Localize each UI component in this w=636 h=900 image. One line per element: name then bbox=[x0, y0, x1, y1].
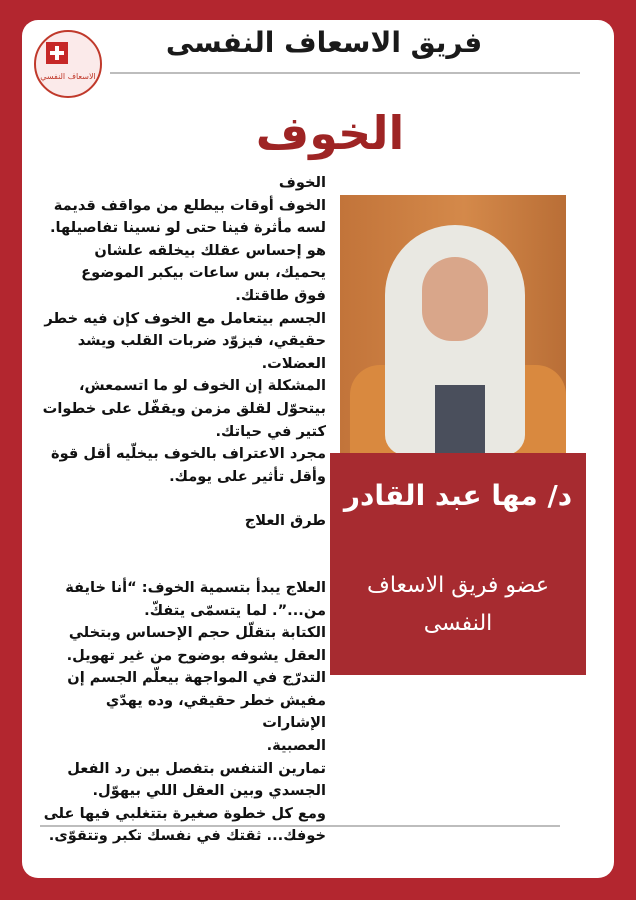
team-logo bbox=[34, 30, 102, 98]
author-name: د/ مها عبد القادر bbox=[343, 479, 573, 512]
article-line: العقل يشوفه بوضوح من غير تهويل. bbox=[66, 646, 326, 664]
article-line: الخوف أوقات بيطلع من مواقف قديمة bbox=[53, 196, 326, 214]
article-line: مجرد الاعتراف بالخوف بيخلّيه أقل قوة bbox=[50, 445, 326, 463]
article-line: لسه مأثرة فينا حتى لو نسينا تفاصيلها. bbox=[49, 219, 326, 237]
article-line: من...”. لما يتسمّى يتفكّ. bbox=[144, 601, 326, 619]
footer-divider bbox=[40, 825, 560, 827]
article-line: بيتحوّل لقلق مزمن ويقفّل على خطوات bbox=[42, 399, 326, 417]
section2-heading: طرق العلاج bbox=[244, 512, 326, 530]
author-name-box bbox=[330, 453, 586, 675]
article-line: فوق طاقتك. bbox=[235, 286, 326, 304]
article-line: تمارين التنفس بتفصل بين رد الفعل bbox=[67, 759, 326, 777]
article-line: خوفك... ثقتك في نفسك تكبر وتتقوّى. bbox=[48, 827, 326, 845]
author-photo bbox=[340, 195, 566, 453]
main-title: الخوف bbox=[255, 106, 405, 160]
section1-heading: الخوف bbox=[278, 174, 326, 191]
article-line: التدرّج في المواجهة بيعلّم الجسم إن bbox=[67, 669, 326, 687]
logo-text: الاسعاف النفسي bbox=[40, 72, 96, 81]
article-body bbox=[40, 172, 326, 848]
medical-cross-icon bbox=[46, 42, 68, 64]
article-line: المشكلة إن الخوف لو ما اتسمعش، bbox=[78, 377, 326, 395]
photo-face bbox=[422, 257, 488, 341]
photo-shirt bbox=[435, 385, 485, 453]
article-line: الجسدي وبين العقل اللي بيهوّل. bbox=[92, 782, 326, 800]
paragraph-gap bbox=[40, 488, 326, 510]
author-role-line: النفسى bbox=[423, 611, 493, 636]
article-line: العلاج يبدأ بتسمية الخوف: “أنا خايفة bbox=[65, 578, 326, 596]
article-line: كتير في حياتك. bbox=[215, 422, 326, 440]
article-line: مفيش خطر حقيقي، وده يهدّي الإشارات bbox=[105, 691, 326, 732]
article-line: يحميك، بس ساعات بيكبر الموضوع bbox=[81, 264, 326, 282]
paragraph-gap bbox=[40, 533, 326, 555]
article-line: حقيقي، فيزوّد ضربات القلب ويشد bbox=[77, 332, 326, 350]
article-line: وأقل تأثير على يومك. bbox=[169, 467, 326, 485]
article-line: العضلات. bbox=[261, 354, 326, 372]
header-divider bbox=[110, 72, 580, 74]
article-line: الجسم بيتعامل مع الخوف كإن فيه خطر bbox=[44, 309, 326, 327]
paragraph-gap bbox=[40, 555, 326, 577]
article-line: الكتابة بتقلّل حجم الإحساس وبتخلي bbox=[68, 624, 326, 642]
article-line: العصبية. bbox=[266, 737, 326, 755]
header-title: فريق الاسعاف النفسى bbox=[165, 26, 483, 59]
article-line: ومع كل خطوة صغيرة بتتغلبي فيها على bbox=[43, 804, 326, 822]
author-role bbox=[330, 567, 586, 643]
article-line: هو إحساس عقلك بيخلقه علشان bbox=[94, 241, 326, 259]
author-role-line: عضو فريق الاسعاف bbox=[367, 573, 549, 598]
